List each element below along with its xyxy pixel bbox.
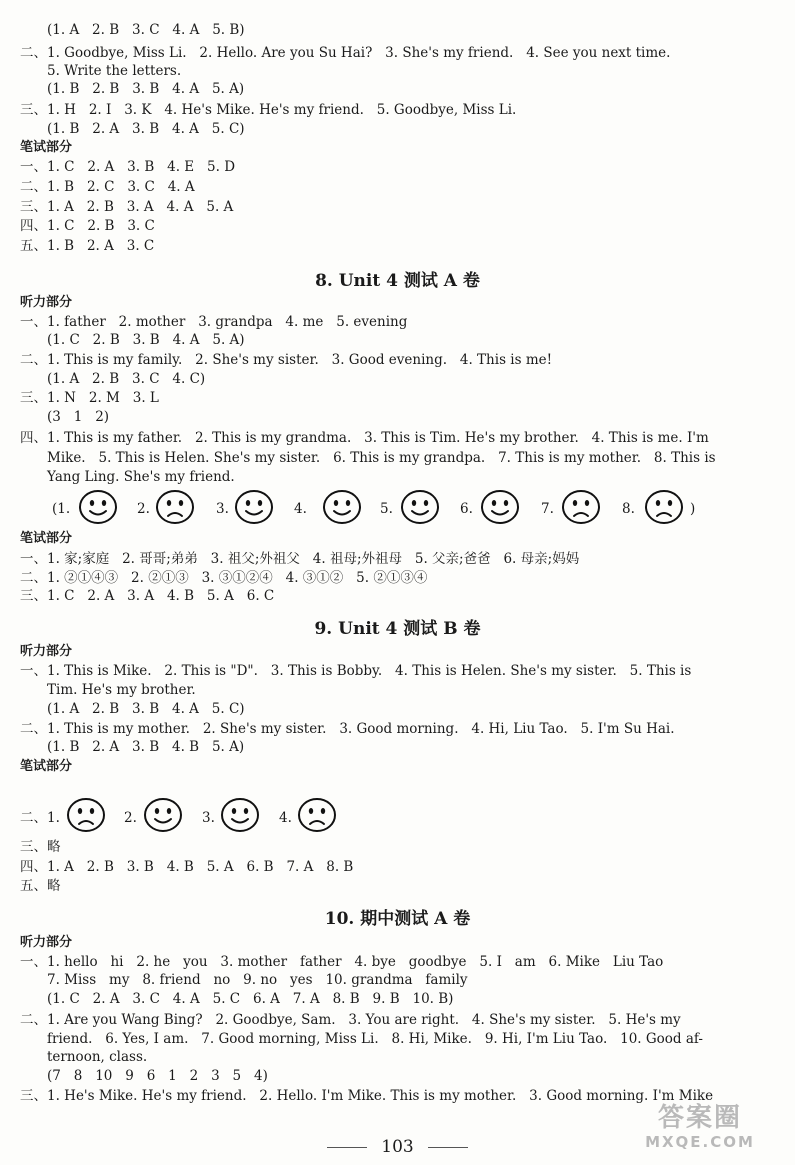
answer-line: (1. C 2. B 3. B 4. A 5. A)	[47, 332, 245, 348]
right-eye	[585, 500, 589, 506]
face-outline	[646, 491, 682, 523]
left-eye	[232, 808, 236, 814]
right-eye	[244, 808, 248, 814]
left-eye	[573, 500, 577, 506]
smile-mouth	[334, 511, 350, 515]
frown-mouth	[657, 513, 671, 516]
happy-face-icon	[220, 797, 260, 837]
face-outline	[402, 491, 438, 523]
happy-face-icon	[143, 797, 183, 837]
smile-mouth	[90, 511, 106, 515]
answer-line: 二、1. B 2. C 3. C 4. A	[20, 179, 195, 195]
answer-line: (7 8 10 9 6 1 2 3 5 4)	[47, 1068, 268, 1084]
happy-face-icon	[400, 489, 440, 529]
left-eye	[412, 500, 416, 506]
face-label: 3.	[216, 501, 229, 517]
answer-line: 三、1. H 2. I 3. K 4. He's Mike. He's my friend. 5. Goodbye, Miss Li.	[20, 102, 517, 118]
answer-line: 一、1. father 2. mother 3. grandpa 4. me 5. evening	[20, 314, 408, 330]
frown-mouth	[574, 513, 588, 516]
smiley-svg	[234, 489, 274, 525]
sad-face-icon	[644, 489, 684, 529]
face-outline	[324, 491, 360, 523]
right-eye	[102, 500, 106, 506]
page-number: 103	[0, 1137, 795, 1157]
smiley-svg	[561, 489, 601, 525]
face-label: 4.	[279, 810, 292, 826]
face-outline	[563, 491, 599, 523]
face-label: )	[690, 501, 696, 517]
answer-line: 三、1. N 2. M 3. L	[20, 390, 159, 406]
answer-line: ternoon, class.	[47, 1049, 148, 1065]
answer-line: 一、1. C 2. A 3. B 4. E 5. D	[20, 159, 236, 175]
answer-line: 四、1. A 2. B 3. B 4. B 5. A 6. B 7. A 8. B	[20, 859, 354, 875]
right-eye	[90, 808, 94, 814]
answer-line: 二、1. This is my family. 2. She's my sister. 3. Good evening. 4. This is me!	[20, 352, 553, 368]
smiley-svg	[220, 797, 260, 833]
right-eye	[321, 808, 325, 814]
face-label: 7.	[541, 501, 554, 517]
answer-line: 五、1. B 2. A 3. C	[20, 238, 155, 254]
answer-line: 三、1. A 2. B 3. A 4. A 5. A	[20, 199, 234, 215]
face-outline	[145, 799, 181, 831]
answer-line: 三、1. He's Mike. He's my friend. 2. Hello. I'm Mike. This is my mother. 3. Good morning. I'm Mike	[20, 1088, 714, 1104]
answer-line: 7. Miss my 8. friend no 9. no yes 10. grandma family	[47, 972, 468, 988]
left-eye	[656, 500, 660, 506]
frown-mouth	[310, 821, 324, 824]
frown-mouth	[79, 821, 93, 824]
section-label: 听力部分	[20, 935, 73, 950]
left-eye	[246, 500, 250, 506]
left-eye	[90, 500, 94, 506]
face-outline	[157, 491, 193, 523]
smile-mouth	[155, 819, 171, 823]
sad-face-icon	[561, 489, 601, 529]
smiley-svg	[155, 489, 195, 525]
answer-line: 二、1. ②①④③ 2. ②①③ 3. ③①②④ 4. ③①② 5. ②①③④	[20, 570, 428, 586]
answer-line: 5. Write the letters.	[47, 63, 182, 79]
answer-line: 二、1. Goodbye, Miss Li. 2. Hello. Are you Su Hai? 3. She's my friend. 4. See you next time.	[20, 45, 671, 61]
face-outline	[80, 491, 116, 523]
smiley-svg	[78, 489, 118, 525]
answer-line: 三、1. C 2. A 3. A 4. B 5. A 6. C	[20, 588, 275, 604]
smile-mouth	[412, 511, 428, 515]
smile-mouth	[232, 819, 248, 823]
answer-line: friend. 6. Yes, I am. 7. Good morning, Miss Li. 8. Hi, Mike. 9. Hi, I'm Liu Tao. 10. Good af-	[47, 1031, 703, 1047]
face-label: 2.	[124, 810, 137, 826]
right-eye	[258, 500, 262, 506]
sad-face-icon	[155, 489, 195, 529]
happy-face-icon	[322, 489, 362, 529]
answer-line: 三、略	[20, 839, 61, 855]
section-label: 笔试部分	[20, 759, 73, 774]
left-eye	[167, 500, 171, 506]
right-eye	[179, 500, 183, 506]
smile-mouth	[246, 511, 262, 515]
frown-mouth	[168, 513, 182, 516]
answer-line: 四、1. C 2. B 3. C	[20, 218, 155, 234]
face-label: 2.	[137, 501, 150, 517]
section-9-heading: 9. Unit 4 测试 B 卷	[314, 619, 481, 639]
answer-line: 五、略	[20, 878, 61, 894]
answer-line: Yang Ling. She's my friend.	[47, 469, 235, 485]
right-eye	[167, 808, 171, 814]
face-label: 3.	[202, 810, 215, 826]
answer-line: (1. A 2. B 3. C 4. A 5. B)	[47, 22, 245, 38]
right-eye	[424, 500, 428, 506]
answer-line: 一、1. hello hi 2. he you 3. mother father 4. bye goodbye 5. I am 6. Mike Liu Tao	[20, 954, 664, 970]
face-label: 5.	[380, 501, 393, 517]
section-label: 听力部分	[20, 644, 73, 659]
smiley-svg	[297, 797, 337, 833]
answer-line: (1. C 2. A 3. C 4. A 5. C 6. A 7. A 8. B 9. B 10. B)	[47, 991, 454, 1007]
happy-face-icon	[234, 489, 274, 529]
smiley-svg	[400, 489, 440, 525]
left-eye	[155, 808, 159, 814]
smiley-svg	[66, 797, 106, 833]
happy-face-icon	[78, 489, 118, 529]
face-outline	[299, 799, 335, 831]
right-eye	[504, 500, 508, 506]
face-label: 8.	[622, 501, 635, 517]
section-10-heading: 10. 期中测试 A 卷	[324, 909, 471, 929]
answer-line: Tim. He's my brother.	[47, 682, 196, 698]
face-outline	[236, 491, 272, 523]
answer-line: 一、1. 家;家庭 2. 哥哥;弟弟 3. 祖父;外祖父 4. 祖母;外祖母 5. 父亲;爸爸 6. 母亲;妈妈	[20, 551, 580, 567]
answer-line: 二、1. Are you Wang Bing? 2. Goodbye, Sam. 3. You are right. 4. She's my sister. 5. He's my	[20, 1012, 681, 1028]
section-label: 笔试部分	[20, 531, 73, 546]
answer-line: (1. B 2. A 3. B 4. B 5. A)	[47, 739, 245, 755]
answer-line: (1. A 2. B 3. B 4. A 5. C)	[47, 701, 245, 717]
left-eye	[309, 808, 313, 814]
smiley-svg	[322, 489, 362, 525]
answer-line: 二、1. This is my mother. 2. She's my sister. 3. Good morning. 4. Hi, Liu Tao. 5. I'm Su Hai.	[20, 721, 675, 737]
answer-line: 四、1. This is my father. 2. This is my grandma. 3. This is Tim. He's my brother. 4. This is me. I'm	[20, 430, 709, 446]
left-eye	[78, 808, 82, 814]
left-eye	[334, 500, 338, 506]
face-label: (1.	[52, 501, 71, 517]
face-outline	[222, 799, 258, 831]
section-label: 笔试部分	[20, 140, 73, 155]
right-eye	[346, 500, 350, 506]
section-8-heading: 8. Unit 4 测试 A 卷	[315, 271, 480, 291]
sad-face-icon	[297, 797, 337, 837]
answer-line: Mike. 5. This is Helen. She's my sister. 6. This is my grandpa. 7. This is my mother. 8. This is	[47, 450, 716, 466]
smile-mouth	[492, 511, 508, 515]
face-label: 4.	[294, 501, 307, 517]
sad-face-icon	[66, 797, 106, 837]
face-label: 二、1.	[20, 810, 60, 826]
face-outline	[482, 491, 518, 523]
answer-line: (1. A 2. B 3. C 4. C)	[47, 371, 206, 387]
answer-line: (1. B 2. A 3. B 4. A 5. C)	[47, 121, 245, 137]
left-eye	[492, 500, 496, 506]
face-label: 6.	[460, 501, 473, 517]
face-outline	[68, 799, 104, 831]
answer-line: (1. B 2. B 3. B 4. A 5. A)	[47, 81, 245, 97]
answer-line: (3 1 2)	[47, 409, 110, 425]
smiley-svg	[143, 797, 183, 833]
happy-face-icon	[480, 489, 520, 529]
watermark: 答案圈 MXQE.COM	[645, 1103, 755, 1151]
smiley-svg	[644, 489, 684, 525]
right-eye	[668, 500, 672, 506]
section-label: 听力部分	[20, 295, 73, 310]
smiley-svg	[480, 489, 520, 525]
answer-line: 一、1. This is Mike. 2. This is "D". 3. This is Bobby. 4. This is Helen. She's my sister. 5. This is	[20, 663, 692, 679]
